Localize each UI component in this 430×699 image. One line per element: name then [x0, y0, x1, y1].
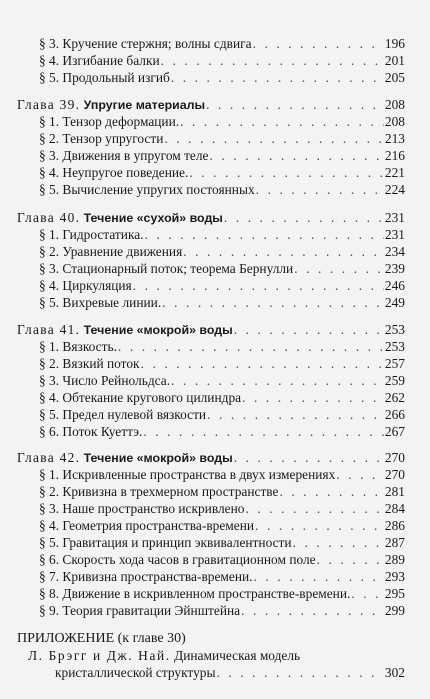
section-title: § 5. Продольный изгиб: [39, 70, 170, 85]
toc-section-entry: [0, 390, 430, 406]
chapter-label: Глава 39.: [17, 97, 81, 112]
dot-leader: [256, 182, 384, 198]
dot-leader: [133, 278, 384, 294]
toc-section-entry: [0, 114, 430, 130]
chapter-title: Течение «мокрой» воды: [83, 323, 233, 337]
section-title: § 3. Кручение стержня; волны сдвига: [39, 36, 252, 51]
toc-section-entry: [0, 131, 430, 147]
page-number: 239: [384, 261, 405, 276]
toc-section-entry: [0, 501, 430, 517]
section-title: § 6. Скорость хода часов в гравитационном поле: [39, 552, 316, 567]
chapter-label: Глава 42.: [17, 450, 81, 465]
toc-section-entry: [0, 552, 430, 568]
section-title: § 3. Наше пространство искривлено: [39, 501, 245, 516]
page-number: 231: [384, 210, 405, 225]
dot-leader: [183, 244, 384, 260]
dot-leader: [206, 97, 384, 113]
page-number: 196: [384, 36, 405, 51]
appendix-heading: ПРИЛОЖЕНИЕ (к главе 30): [17, 631, 186, 646]
section-title: § 4. Циркуляция: [39, 278, 132, 293]
dot-leader: [294, 261, 384, 277]
page-number: 249: [384, 295, 405, 310]
page-number: 246: [384, 278, 405, 293]
section-title: § 5. Вихревые линии.: [39, 295, 162, 310]
dot-leader: [254, 569, 384, 585]
dot-leader: [234, 322, 384, 338]
section-title: § 1. Гидростатика.: [39, 227, 144, 242]
page-number: 287: [384, 535, 405, 550]
toc-section-entry: [0, 165, 430, 181]
section-title: § 1. Тензор деформации.: [39, 114, 180, 129]
chapter-label: Глава 40.: [17, 210, 81, 225]
page-number: 259: [384, 373, 405, 388]
toc-section-entry: [0, 53, 430, 69]
toc-chapter-entry: [0, 210, 430, 226]
section-title: § 6. Поток Куеттэ.: [39, 424, 143, 439]
section-title: § 8. Движение в искривленном пространстве-времени.: [39, 586, 351, 601]
section-title: § 3. Стационарный поток; теорема Бернулли: [39, 261, 294, 276]
dot-leader: [141, 356, 384, 372]
section-title: § 5. Вычисление упругих постоянных: [39, 182, 255, 197]
dot-leader: [189, 165, 384, 181]
section-title: § 5. Гравитация и принцип эквивалентности: [39, 535, 292, 550]
toc-section-entry: [0, 278, 430, 294]
toc-section-entry: [0, 244, 430, 260]
dot-leader: [118, 339, 384, 355]
toc-chapter-entry: [0, 97, 430, 113]
dot-leader: [255, 518, 384, 534]
dot-leader: [180, 114, 384, 130]
page-number: 208: [384, 97, 405, 112]
page-number: 302: [384, 665, 405, 680]
toc-section-entry: [0, 373, 430, 389]
toc-section-entry: [0, 295, 430, 311]
toc-section-entry: [0, 484, 430, 500]
reference-title-continued: кристаллической структуры: [55, 665, 216, 680]
page-number: 208: [384, 114, 405, 129]
page-number: 231: [384, 227, 405, 242]
page-number: 266: [384, 407, 405, 422]
section-title: § 3. Число Рейнольдса.: [39, 373, 171, 388]
page-number: 295: [384, 586, 405, 601]
dot-leader: [171, 70, 384, 86]
page-number: 253: [384, 322, 405, 337]
page-number: 234: [384, 244, 405, 259]
chapter-title: Течение «мокрой» воды: [83, 451, 233, 465]
dot-leader: [171, 373, 384, 389]
section-title: § 9. Теория гравитации Эйнштейна: [39, 603, 241, 618]
section-title: § 2. Тензор упругости: [39, 131, 164, 146]
section-title: § 5. Предел нулевой вязкости: [39, 407, 207, 422]
dot-leader: [210, 148, 384, 164]
toc-section-entry: [0, 569, 430, 585]
page-number: 267: [384, 424, 405, 439]
toc-section-entry: [0, 182, 430, 198]
toc-section-entry: [0, 535, 430, 551]
dot-leader: [336, 467, 384, 483]
chapter-title: Течение «сухой» воды: [83, 211, 223, 225]
section-title: § 2. Кривизна в трехмерном пространстве: [39, 484, 279, 499]
page-number: 205: [384, 70, 405, 85]
page-number: 281: [384, 484, 405, 499]
dot-leader: [253, 36, 384, 52]
page-number: 286: [384, 518, 405, 533]
toc-section-entry: [0, 148, 430, 164]
toc-section-entry: [0, 586, 430, 602]
toc-section-entry: [0, 518, 430, 534]
page-number: 216: [384, 148, 405, 163]
section-title: § 3. Движения в упругом теле: [39, 148, 209, 163]
page-number: 284: [384, 501, 405, 516]
page-number: 221: [384, 165, 405, 180]
dot-leader: [224, 210, 384, 226]
toc-section-entry: [0, 70, 430, 86]
page-number: 293: [384, 569, 405, 584]
toc-section-entry: [0, 424, 430, 440]
section-title: § 1. Искривленные пространства в двух измерениях: [39, 467, 336, 482]
section-title: § 4. Обтекание кругового цилиндра: [39, 390, 242, 405]
toc-section-entry: [0, 227, 430, 243]
dot-leader: [207, 407, 384, 423]
toc-section-entry: [0, 36, 430, 52]
chapter-title: Упругие материалы: [83, 98, 206, 112]
chapter-label: Глава 41.: [17, 322, 81, 337]
page-number: 224: [384, 182, 405, 197]
reference-authors: Л. Брэгг и Дж. Най.: [28, 648, 171, 663]
toc-chapter-entry: [0, 450, 430, 466]
dot-leader: [293, 535, 384, 551]
dot-leader: [351, 586, 384, 602]
section-title: § 4. Неупругое поведение.: [39, 165, 189, 180]
page-number: 213: [384, 131, 405, 146]
appendix-reference-line: [28, 648, 405, 664]
section-title: § 2. Вязкий поток: [39, 356, 140, 371]
dot-leader: [245, 501, 383, 517]
section-title: § 4. Геометрия пространства-времени: [39, 518, 255, 533]
toc-section-entry: [0, 603, 430, 619]
dot-leader: [241, 603, 384, 619]
page-number: 201: [384, 53, 405, 68]
dot-leader: [216, 665, 383, 681]
toc-section-entry: [0, 356, 430, 372]
page-number: 270: [384, 450, 405, 465]
dot-leader: [317, 552, 384, 568]
dot-leader: [279, 484, 383, 500]
page-number: 253: [384, 339, 405, 354]
dot-leader: [145, 227, 384, 243]
dot-leader: [162, 295, 384, 311]
dot-leader: [161, 53, 384, 69]
page-number: 257: [384, 356, 405, 371]
toc-chapter-entry: [0, 322, 430, 338]
dot-leader: [234, 450, 384, 466]
toc-section-entry: [0, 261, 430, 277]
section-title: § 1. Вязкость.: [39, 339, 117, 354]
dot-leader: [242, 390, 384, 406]
section-title: § 4. Изгибание балки: [39, 53, 160, 68]
dot-leader: [143, 424, 384, 440]
appendix-reference-entry: [0, 665, 430, 681]
reference-title: Динамическая модель: [174, 648, 301, 663]
section-title: § 7. Кривизна пространства-времени.: [39, 569, 253, 584]
toc-section-entry: [0, 467, 430, 483]
dot-leader: [164, 131, 384, 147]
page-number: 270: [384, 467, 405, 482]
page-number: 262: [384, 390, 405, 405]
page-number: 299: [384, 603, 405, 618]
toc-section-entry: [0, 407, 430, 423]
toc-section-entry: [0, 339, 430, 355]
section-title: § 2. Уравнение движения: [39, 244, 183, 259]
page-number: 289: [384, 552, 405, 567]
